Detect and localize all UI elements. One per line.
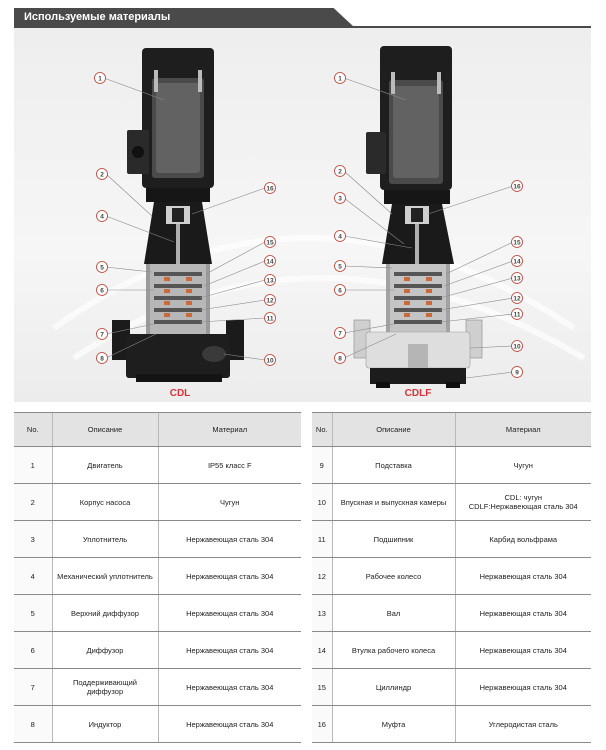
table-row [312,558,591,595]
col-header-no: No. [14,413,52,447]
table-row [312,595,591,632]
table-row [312,632,591,669]
cdlf-callout-number: 14 [513,258,521,266]
row-description: Подставка [332,447,455,484]
row-no: 15 [312,669,332,706]
row-no: 1 [14,447,52,484]
row-no: 9 [312,447,332,484]
section-title: Используемые материалы [24,11,171,23]
cdlf-callout-number: 7 [338,330,342,338]
col-header-description: Описание [52,413,158,447]
cdlf-pump-drawing [354,46,482,388]
row-description: Индуктор [52,706,158,743]
row-material: Углеродистая сталь [455,706,591,743]
row-description: Диффузор [52,632,158,669]
row-material: Чугун [455,447,591,484]
cdl-callout-number: 8 [100,355,104,363]
cdl-callout-number: 4 [100,213,104,221]
cdlf-callout-number: 4 [338,233,342,241]
row-no: 11 [312,521,332,558]
cdlf-callout-number: 5 [338,263,342,271]
cdlf-callout-number: 2 [338,168,342,176]
table-header-row [312,413,591,447]
row-description: Муфта [332,706,455,743]
row-no: 16 [312,706,332,743]
cdlf-callout-number: 11 [513,311,521,319]
cdlf-callout-number: 13 [513,275,521,283]
row-no: 10 [312,484,332,521]
cdl-callout-number: 13 [266,277,274,285]
row-material: Нержавеющая сталь 304 [455,669,591,706]
table-row [312,521,591,558]
row-no: 2 [14,484,52,521]
col-header-description: Описание [332,413,455,447]
cdlf-callout-number: 1 [338,75,342,83]
row-description: Верхний диффузор [52,595,158,632]
cdl-callout-number: 1 [98,75,102,83]
row-no: 12 [312,558,332,595]
col-header-no: No. [312,413,332,447]
cdl-callout-number: 14 [266,258,274,266]
cdlf-callout-number: 16 [513,183,521,191]
row-description: Механический уплотнитель [52,558,158,595]
row-material-line-1: CDL: чугун [504,493,542,502]
row-material: Нержавеющая сталь 304 [158,558,301,595]
row-description: Корпус насоса [52,484,158,521]
cdlf-callout-number: 3 [338,195,342,203]
cdl-callout-number: 5 [100,264,104,272]
cdl-callout-number: 10 [266,357,274,365]
row-material: Нержавеющая сталь 304 [455,632,591,669]
cdl-callout-number: 6 [100,287,104,295]
table-header-row [14,413,301,447]
cdlf-callout-number: 8 [338,355,342,363]
cdl-model-label: CDL [169,388,191,399]
row-description: Рабочее колесо [332,558,455,595]
row-description: Подшипник [332,521,455,558]
table-row [312,447,591,484]
table-row [14,632,301,669]
row-no: 6 [14,632,52,669]
cdlf-callout-number: 12 [513,295,521,303]
row-no: 14 [312,632,332,669]
row-description: Вал [332,595,455,632]
col-header-material: Материал [455,413,591,447]
table-row [14,447,301,484]
row-description: Поддерживающий диффузор [52,669,158,706]
cdl-callout-number: 7 [100,331,104,339]
cdlf-callout-number: 10 [513,343,521,351]
row-description: Циллиндр [332,669,455,706]
row-description: Втулка рабочего колеса [332,632,455,669]
row-material: Нержавеющая сталь 304 [158,706,301,743]
cdl-callout-number: 2 [100,171,104,179]
row-description: Двигатель [52,447,158,484]
row-material: Нержавеющая сталь 304 [158,521,301,558]
materials-table-left [14,412,301,743]
pump-cutaway-illustration [14,28,591,402]
table-row [14,521,301,558]
row-material: Нержавеющая сталь 304 [455,558,591,595]
row-no: 8 [14,706,52,743]
materials-table-right [312,412,591,743]
table-row [312,706,591,743]
col-header-material: Материал [158,413,301,447]
table-row [14,669,301,706]
row-no: 7 [14,669,52,706]
cdl-callout-number: 11 [266,315,274,323]
table-row [14,595,301,632]
row-material [455,484,591,521]
pump-illustration-svg [14,28,591,402]
cdl-callout-number: 16 [266,185,274,193]
row-material: Нержавеющая сталь 304 [455,595,591,632]
cdl-pump-drawing [112,48,244,382]
row-material: Чугун [158,484,301,521]
cdlf-model-label: CDLF [404,388,432,399]
cdl-callout-number: 12 [266,297,274,305]
cdl-callout-number: 15 [266,239,274,247]
row-no: 4 [14,558,52,595]
row-material-line-2: CDLF:Нержавеющая сталь 304 [468,502,578,511]
table-row [14,706,301,743]
row-no: 3 [14,521,52,558]
table-row [312,484,591,521]
row-material: Карбид вольфрама [455,521,591,558]
row-material: IP55 класс F [158,447,301,484]
cdlf-callout-number: 6 [338,287,342,295]
row-description: Уплотнитель [52,521,158,558]
cdlf-callout-number: 15 [513,239,521,247]
row-description: Впускная и выпускная камеры [332,484,455,521]
cdlf-callout-number: 9 [515,369,519,377]
table-row [312,669,591,706]
row-material: Нержавеющая сталь 304 [158,669,301,706]
row-material: Нержавеющая сталь 304 [158,595,301,632]
row-no: 5 [14,595,52,632]
table-row [14,558,301,595]
row-material: Нержавеющая сталь 304 [158,632,301,669]
table-row [14,484,301,521]
row-no: 13 [312,595,332,632]
